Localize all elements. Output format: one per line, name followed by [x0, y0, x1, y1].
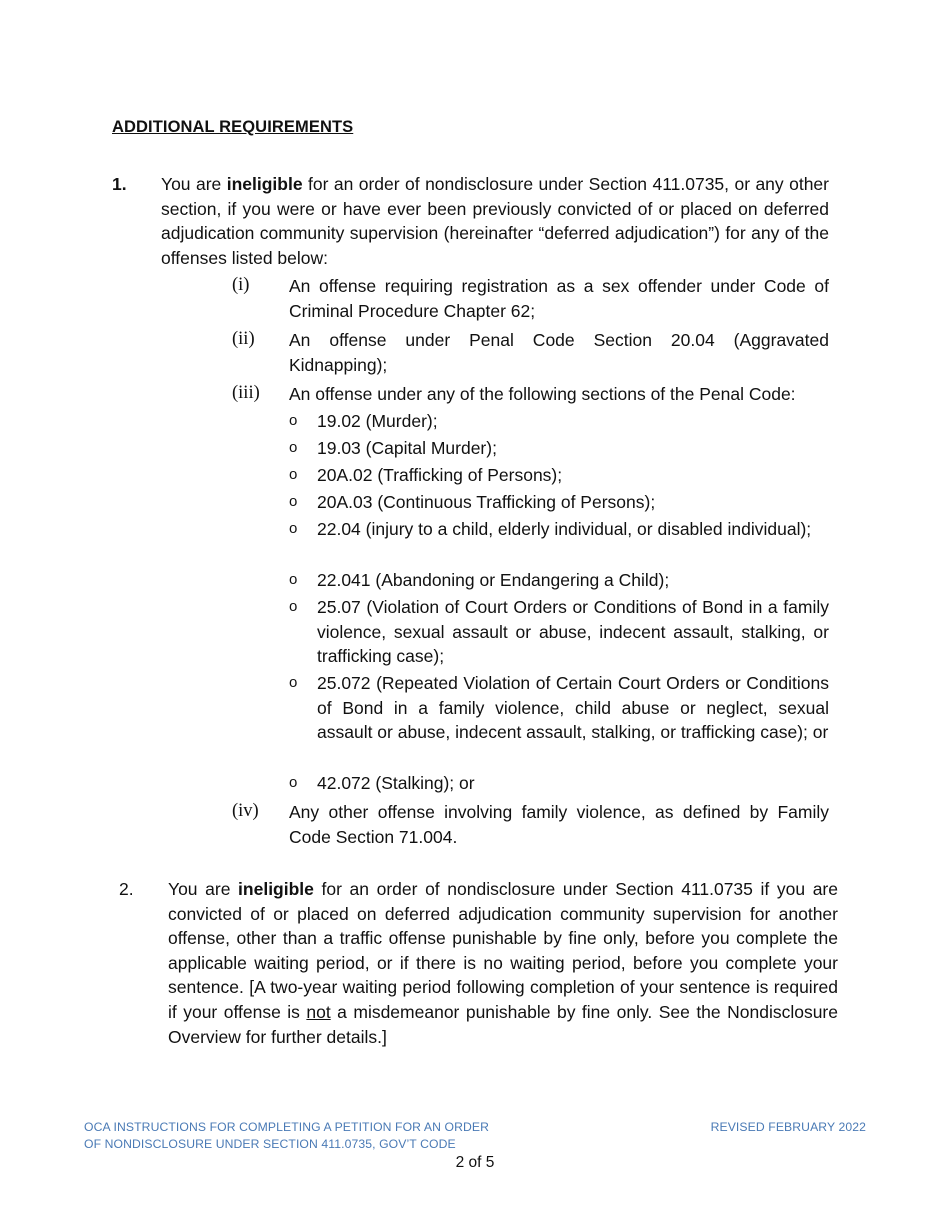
subitem-iii-text: An offense under any of the following sections of the Penal Code:: [289, 384, 796, 404]
list-item: [289, 671, 829, 745]
bullet-text: 25.072 (Repeated Violation of Certain Court Orders or Conditions of Bond in a family violence, child abuse or neglect, sexual assault or abuse, indecent assault, stalking, or trafficking case); or: [317, 673, 829, 743]
bullet-circle-icon: o: [289, 674, 298, 691]
bullet-circle-icon: o: [289, 439, 298, 456]
bullet-circle-icon: o: [289, 412, 298, 429]
subitem-i-numeral: (i): [232, 275, 250, 295]
footer-revision-date: REVISED FEBRUARY 2022: [710, 1120, 866, 1134]
item-2-pre: You are: [168, 879, 239, 899]
bullet-circle-icon: o: [289, 598, 298, 615]
bullet-text: 20A.02 (Trafficking of Persons);: [317, 465, 563, 485]
item-1-bold: ineligible: [226, 174, 303, 194]
item-1-pre: You are: [161, 174, 227, 194]
bullet-text: 22.04 (injury to a child, elderly individual, or disabled individual);: [317, 519, 812, 539]
subitem-ii-text: An offense under Penal Code Section 20.04 (Aggravated Kidnapping);: [289, 330, 829, 375]
item-1-text: [161, 172, 829, 270]
bullet-circle-icon: o: [289, 466, 298, 483]
list-item: [289, 463, 829, 488]
bullet-text: 25.07 (Violation of Court Orders or Conditions of Bond in a family violence, sexual assault or abuse, indecent assault, stalking, or trafficking case);: [317, 597, 829, 667]
footer-title-line-2: OF NONDISCLOSURE UNDER SECTION 411.0735, GOV’T CODE: [84, 1137, 456, 1151]
bullet-text: 19.03 (Capital Murder);: [317, 438, 497, 458]
list-item: [289, 436, 829, 461]
list-item: [289, 409, 829, 434]
item-2-text: [168, 877, 838, 1049]
subitem-i-text: An offense requiring registration as a sex offender under Code of Criminal Procedure Chapter 62;: [289, 276, 829, 321]
bullet-circle-icon: o: [289, 493, 298, 510]
item-2-bold: ineligible: [238, 879, 314, 899]
item-1-post: for an order of nondisclosure under Section 411.0735, or any other section, if you were or have ever been previously convicted of or placed on deferred adjudication community supervision (hereinafter “deferred adjudication”) for any of the offenses listed below:: [161, 174, 829, 268]
subitem-iii-numeral: (iii): [232, 383, 260, 403]
subitem-ii-numeral: (ii): [232, 329, 255, 349]
bullet-circle-icon: o: [289, 520, 298, 537]
list-item: [289, 595, 829, 669]
list-item: [289, 490, 829, 515]
item-1-number: 1.: [112, 174, 127, 194]
page-number: 2 of 5: [455, 1154, 495, 1171]
footer-title-line-1: OCA INSTRUCTIONS FOR COMPLETING A PETITION FOR AN ORDER: [84, 1120, 490, 1134]
bullet-circle-icon: o: [289, 571, 298, 588]
bullet-circle-icon: o: [289, 774, 298, 791]
subitem-iv-numeral: (iv): [232, 801, 259, 821]
bullet-text: 22.041 (Abandoning or Endangering a Child);: [317, 570, 670, 590]
list-item: [289, 568, 829, 593]
subitem-iv-text: Any other offense involving family violence, as defined by Family Code Section 71.004.: [289, 802, 829, 847]
item-2-number: 2.: [119, 879, 134, 899]
list-item: [289, 517, 829, 542]
bullet-text: 42.072 (Stalking); or: [317, 773, 475, 793]
bullet-text: 20A.03 (Continuous Trafficking of Persons);: [317, 492, 656, 512]
item-2-underlined: not: [306, 1001, 331, 1022]
section-heading: ADDITIONAL REQUIREMENTS: [112, 118, 354, 136]
item-2-mid: for an order of nondisclosure under Section 411.0735 if you are convicted of or placed on deferred adjudication community supervision for another offense, other than a traffic offense punishable by fine only, before you complete the applicable waiting period, or if there is no waiting period, before you complete your sentence. [A two-year waiting period following completion of your sentence is required if your offense is: [168, 879, 838, 1022]
item-2-post: a misdemeanor punishable by fine only. See the Nondisclosure Overview for further details.]: [168, 1001, 838, 1047]
bullet-text: 19.02 (Murder);: [317, 411, 438, 431]
list-item: [289, 771, 829, 796]
footer-document-title: [84, 1119, 489, 1153]
